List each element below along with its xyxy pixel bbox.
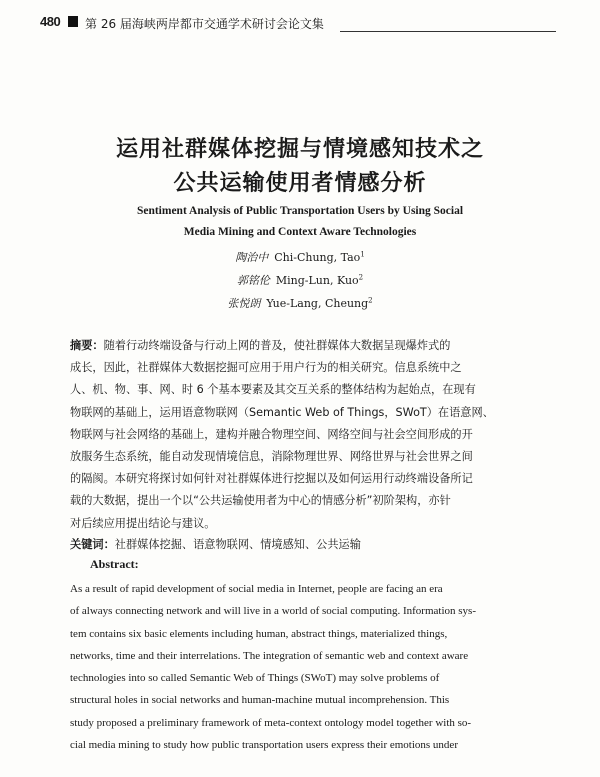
author-3-en: Yue-Lang, Cheung [266,297,369,310]
abstract-en-line: cial media mining to study how public transportation users express their emotions under [70,739,458,752]
abstract-label: 摘要： [70,339,104,352]
abstract-en-label: Abstract: [90,557,139,571]
abstract-line: 载的大数据，提出一个以“公共运输使用者为中心的情感分析”初阶架构，亦针 [70,494,451,508]
abstract-en-line: tem contains six basic elements including human, abstract things, materialized things, [70,627,448,640]
abstract-en-line: study proposed a preliminary framework of meta-context ontology model together with so- [70,716,472,729]
abstract-en-line: As a result of rapid development of social media in Internet, people are facing an era [70,583,443,595]
keywords [70,536,530,552]
author-2-mark: 2 [358,273,364,282]
running-header [40,14,550,36]
abstract-line: 人、机、物、事、网、时 6 个基本要素及其交互关系的整体结构为起始点，在现有 [70,383,476,397]
abstract-line: 放服务生态系统，能自动发现情境信息，消除物理世界、网络世界与社会世界之间 [70,450,473,464]
abstract-line: 成长，因此，社群媒体大数据挖掘可应用于用户行为的相关研究。信息系统中之 [70,361,462,375]
keywords-text: 社群媒体挖掘、语意物联网、情境感知、公共运输 [114,538,361,551]
abstract-cn [70,335,540,535]
abstract-line [70,335,540,357]
author-1 [0,249,600,265]
abstract-en-line: networks, time and their interrelations. The integration of semantic web and context aware [70,649,469,662]
abstract-line: 物联网与社会网络的基础上，建构并融合物理空间、网络空间与社会空间形成的开 [70,427,473,441]
header-block-mark [68,16,78,27]
abstract-en-line: of always connecting network and will live in a world of social computing. Information sys- [70,605,476,618]
abstract-en-line: technologies into so called Semantic Web of Things (SWoT) may solve problems of [70,672,440,685]
page-number: 480 [40,14,61,29]
abstract-line: 物联网的基础上，运用语意物联网（Semantic Web of Things，SWoT）在语意网、 [70,405,494,419]
title-en-line-1: Sentiment Analysis of Public Transportation Users by Using Social [136,205,464,217]
author-2 [0,272,600,288]
title-cn-line-1: 运用社群媒体挖掘与情境感知技术之 [115,137,484,162]
header-rule [340,31,556,32]
author-1-cn: 陶治中 [235,251,269,264]
author-2-en: Ming-Lun, Kuo [275,274,359,287]
author-3-cn: 张悦朗 [227,297,261,310]
author-2-cn: 郭铭伦 [236,274,270,287]
abstract-en-line: structural holes in social networks and human-machine mutual incomprehension. This [70,694,450,707]
author-3-mark: 2 [368,296,373,305]
abstract-line: 对后续应用提出结论与建议。 [70,516,216,530]
author-1-mark: 1 [360,250,365,259]
keywords-label: 关键词： [70,538,115,551]
title-en-line-2: Media Mining and Context Aware Technologies [183,226,417,238]
author-1-en: Chi-Chung, Tao [274,251,361,264]
running-title: 第 26 届海峡两岸都市交通学术研讨会论文集 [85,17,324,31]
author-3 [0,295,600,311]
abstract-line: 的隔阂。本研究将探讨如何针对社群媒体进行挖掘以及如何运用行动终端设备所记 [70,472,473,486]
abstract-en [70,578,538,756]
title-cn-line-2: 公共运输使用者情感分析 [173,171,427,196]
abstract-line-text: 随着行动终端设备与行动上网的普及，使社群媒体大数据呈现爆炸式的 [103,339,451,352]
